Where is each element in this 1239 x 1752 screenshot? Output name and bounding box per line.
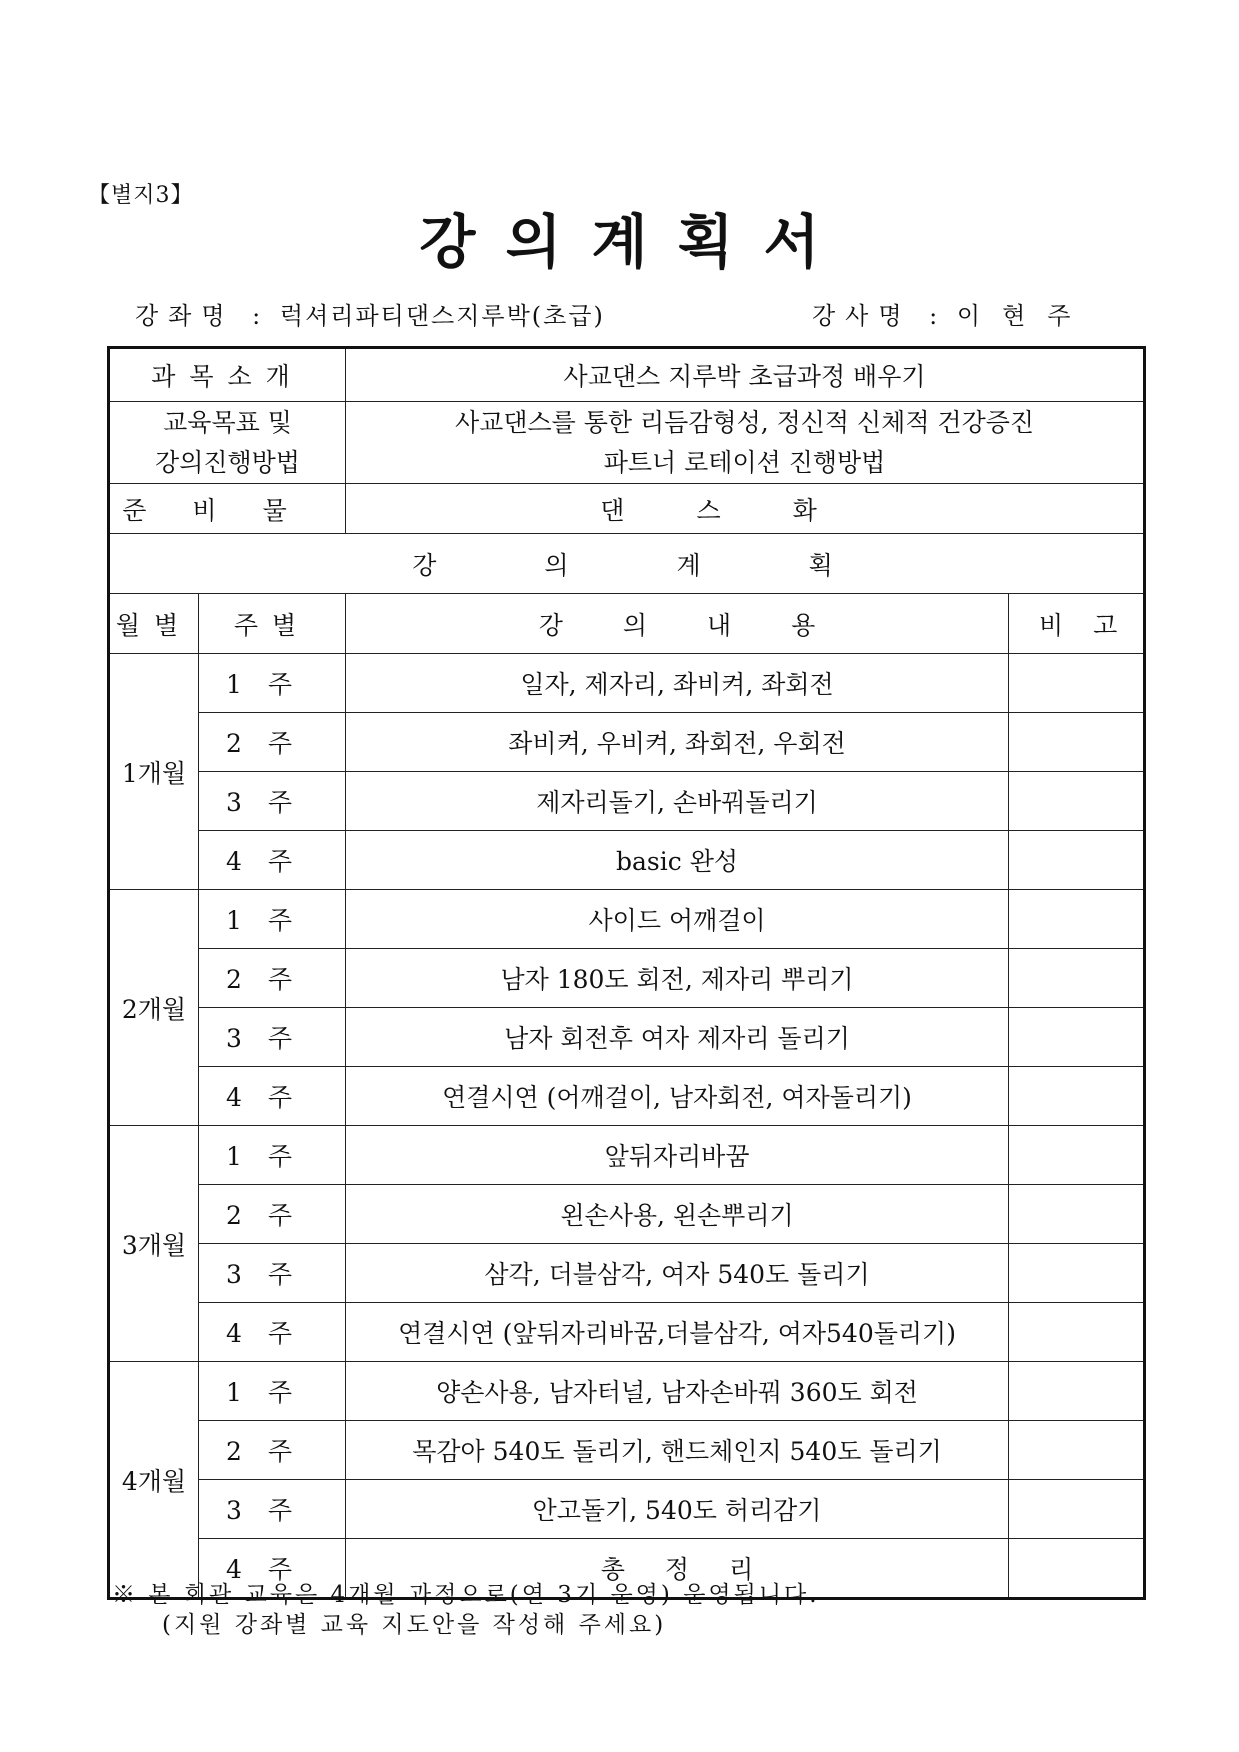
month-label: 3개월 (109, 1126, 199, 1362)
note-cell (1009, 1008, 1145, 1067)
lecture-content: 총정리 (346, 1539, 1009, 1599)
course-name-value: 럭셔리파티댄스지루박(초급) (279, 302, 605, 330)
goal-value-line2: 파트너 로테이션 진행방법 (603, 447, 886, 477)
plan-heading-row (109, 534, 1145, 594)
plan-heading: 강의계획 (109, 534, 1145, 594)
document-title: 강의계획서 (419, 208, 850, 276)
materials-row (109, 484, 1145, 534)
note-cell (1009, 1480, 1145, 1539)
note-cell (1009, 890, 1145, 949)
materials-value: 댄스화 (346, 484, 1145, 534)
table-row (109, 772, 1145, 831)
lecture-content: 목감아 540도 돌리기, 핸드체인지 540도 돌리기 (346, 1421, 1009, 1480)
lecture-content: 남자 180도 회전, 제자리 뿌리기 (346, 949, 1009, 1008)
month-label: 1개월 (109, 654, 199, 890)
column-header-week: 주별 (199, 594, 346, 654)
instructor-name-label: 강사명 : (812, 302, 948, 330)
instructor-name (812, 296, 1092, 331)
footnote-line1: ※ 본 회관 교육은 4개월 과정으로(연 3기 운영) 운영됩니다. (112, 1582, 820, 1608)
week-label: 2주 (199, 713, 346, 772)
lecture-content: 연결시연 (어깨걸이, 남자회전, 여자돌리기) (346, 1067, 1009, 1126)
lecture-content: 왼손사용, 왼손뿌리기 (346, 1185, 1009, 1244)
column-header-month: 월별 (109, 594, 199, 654)
subject-value: 사교댄스 지루박 초급과정 배우기 (346, 348, 1145, 402)
note-cell (1009, 1421, 1145, 1480)
column-header-row (109, 594, 1145, 654)
month-label: 4개월 (109, 1362, 199, 1599)
week-label: 3주 (199, 1480, 346, 1539)
week-label: 2주 (199, 1421, 346, 1480)
note-cell (1009, 1244, 1145, 1303)
instructor-name-value: 이현주 (956, 302, 1093, 330)
table-row (109, 713, 1145, 772)
week-label: 4주 (199, 831, 346, 890)
lecture-content: 양손사용, 남자터널, 남자손바꿔 360도 회전 (346, 1362, 1009, 1421)
week-label: 3주 (199, 1008, 346, 1067)
subject-row (109, 348, 1145, 402)
course-name (135, 296, 605, 331)
note-cell (1009, 713, 1145, 772)
note-cell (1009, 831, 1145, 890)
note-cell (1009, 1067, 1145, 1126)
note-cell (1009, 1362, 1145, 1421)
table-row (109, 1303, 1145, 1362)
table-row (109, 1126, 1145, 1185)
week-label: 1주 (199, 1126, 346, 1185)
goal-label (109, 402, 346, 484)
materials-label: 준비물 (109, 484, 346, 534)
week-label: 1주 (199, 1362, 346, 1421)
week-label: 1주 (199, 890, 346, 949)
week-label: 1주 (199, 654, 346, 713)
note-cell (1009, 1303, 1145, 1362)
course-name-label: 강좌명 : (135, 302, 271, 330)
note-cell (1009, 1185, 1145, 1244)
subject-label: 과목소개 (109, 348, 346, 402)
lecture-content: basic 완성 (346, 831, 1009, 890)
table-row (109, 1421, 1145, 1480)
week-label: 4주 (199, 1539, 346, 1599)
goal-label-line2: 강의진행방법 (155, 447, 300, 477)
column-header-content: 강의내용 (346, 594, 1009, 654)
lecture-content: 일자, 제자리, 좌비켜, 좌회전 (346, 654, 1009, 713)
lecture-content: 남자 회전후 여자 제자리 돌리기 (346, 1008, 1009, 1067)
lecture-content: 사이드 어깨걸이 (346, 890, 1009, 949)
week-label: 2주 (199, 949, 346, 1008)
lecture-content: 제자리돌기, 손바꿔돌리기 (346, 772, 1009, 831)
lecture-content: 삼각, 더블삼각, 여자 540도 돌리기 (346, 1244, 1009, 1303)
note-cell (1009, 654, 1145, 713)
goal-value (346, 402, 1145, 484)
table-row (109, 1185, 1145, 1244)
week-label: 2주 (199, 1185, 346, 1244)
table-row (109, 654, 1145, 713)
attachment-label: 【별지3】 (88, 183, 194, 208)
table-row (109, 1480, 1145, 1539)
table-row (109, 1067, 1145, 1126)
lecture-plan-table (107, 346, 1146, 1600)
week-label: 3주 (199, 772, 346, 831)
note-cell (1009, 949, 1145, 1008)
footnote (112, 1580, 820, 1640)
week-label: 4주 (199, 1303, 346, 1362)
month-label: 2개월 (109, 890, 199, 1126)
table-row (109, 1244, 1145, 1303)
lecture-content: 앞뒤자리바꿈 (346, 1126, 1009, 1185)
week-label: 3주 (199, 1244, 346, 1303)
table-row (109, 831, 1145, 890)
goal-label-line1: 교육목표 및 (163, 407, 292, 437)
week-label: 4주 (199, 1067, 346, 1126)
goal-row (109, 402, 1145, 484)
lecture-content: 연결시연 (앞뒤자리바꿈,더블삼각, 여자540돌리기) (346, 1303, 1009, 1362)
footnote-line2: (지원 강좌별 교육 지도안을 작성해 주세요) (162, 1612, 667, 1638)
goal-value-line1: 사교댄스를 통한 리듬감형성, 정신적 신체적 건강증진 (455, 407, 1035, 437)
column-header-note: 비고 (1009, 594, 1145, 654)
table-row (109, 949, 1145, 1008)
table-row (109, 1362, 1145, 1421)
note-cell (1009, 1126, 1145, 1185)
table-row (109, 890, 1145, 949)
lecture-content: 좌비켜, 우비켜, 좌회전, 우회전 (346, 713, 1009, 772)
table-row (109, 1008, 1145, 1067)
lecture-content: 안고돌기, 540도 허리감기 (346, 1480, 1009, 1539)
note-cell (1009, 772, 1145, 831)
note-cell (1009, 1539, 1145, 1599)
